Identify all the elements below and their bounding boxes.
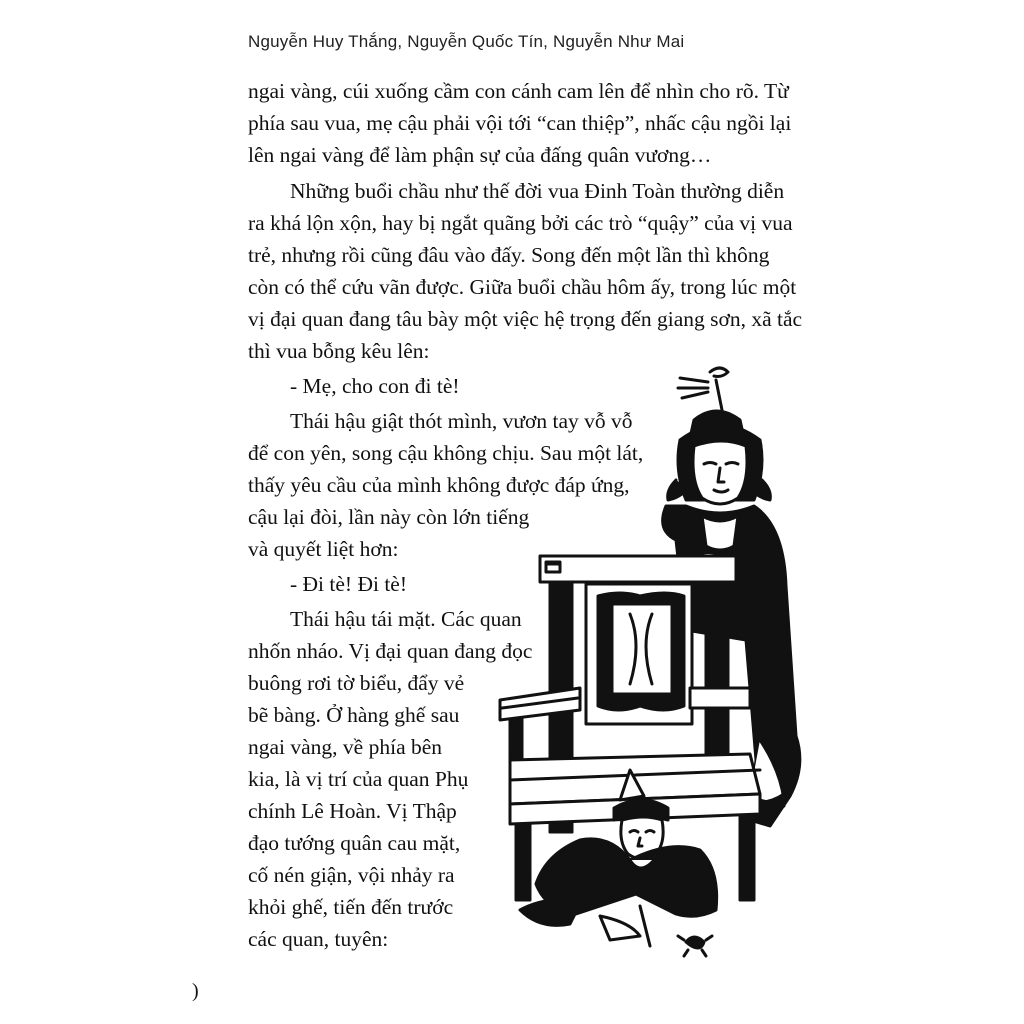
text-line: cậu lại đòi, lần này còn lớn tiếng	[248, 505, 530, 529]
text-line: Thái hậu tái mặt. Các quan	[290, 607, 522, 631]
text-line: vị đại quan đang tâu bày một việc hệ trọng đến giang sơn, xã tắc	[248, 307, 803, 331]
text-line: ra khá lộn xộn, hay bị ngắt quãng bởi các trò “quậy” của vị vua	[248, 211, 793, 235]
text-line: các quan, tuyên:	[248, 927, 389, 951]
dialogue-line: - Mẹ, cho con đi tè!	[290, 374, 460, 398]
throne-queen-child-illustration-icon	[480, 360, 815, 960]
text-line: cố nén giận, vội nhảy ra	[248, 863, 455, 887]
text-line: đạo tướng quân cau mặt,	[248, 831, 461, 855]
text-line: chính Lê Hoàn. Vị Thập	[248, 799, 457, 823]
dialogue-line: - Đi tè! Đi tè!	[290, 572, 408, 596]
text-line: ngai vàng, về phía bên	[248, 735, 443, 759]
text-line: còn có thể cứu vãn được. Giữa buổi chầu hôm ấy, trong lúc một	[248, 275, 797, 299]
text-line: kia, là vị trí của quan Phụ	[248, 767, 469, 791]
text-line: và quyết liệt hơn:	[248, 537, 399, 561]
text-line: Thái hậu giật thót mình, vươn tay vỗ vỗ	[290, 409, 633, 433]
text-line: nhốn nháo. Vị đại quan đang đọc	[248, 639, 533, 663]
text-line: lên ngai vàng để làm phận sự của đấng quân vương…	[248, 143, 712, 167]
text-line: Những buổi chầu như thế đời vua Đinh Toàn thường diễn	[290, 179, 785, 203]
text-line: trẻ, nhưng rồi cũng đâu vào đấy. Song đến một lần thì không	[248, 243, 770, 267]
text-line: thấy yêu cầu của mình không được đáp ứng,	[248, 473, 630, 497]
running-header-authors: Nguyễn Huy Thắng, Nguyễn Quốc Tín, Nguyễn Như Mai	[248, 32, 685, 51]
page-number: )	[192, 980, 199, 1002]
text-line: bẽ bàng. Ở hàng ghế sau	[248, 703, 460, 727]
text-line: phía sau vua, mẹ cậu phải vội tới “can thiệp”, nhấc cậu ngồi lại	[248, 111, 792, 135]
text-line: thì vua bỗng kêu lên:	[248, 339, 430, 363]
text-line: khỏi ghế, tiến đến trước	[248, 895, 454, 919]
text-line: ngai vàng, cúi xuống cầm con cánh cam lên để nhìn cho rõ. Từ	[248, 79, 789, 103]
text-line: để con yên, song cậu không chịu. Sau một lát,	[248, 441, 644, 465]
text-line: buông rơi tờ biểu, đẩy vẻ	[248, 671, 465, 695]
